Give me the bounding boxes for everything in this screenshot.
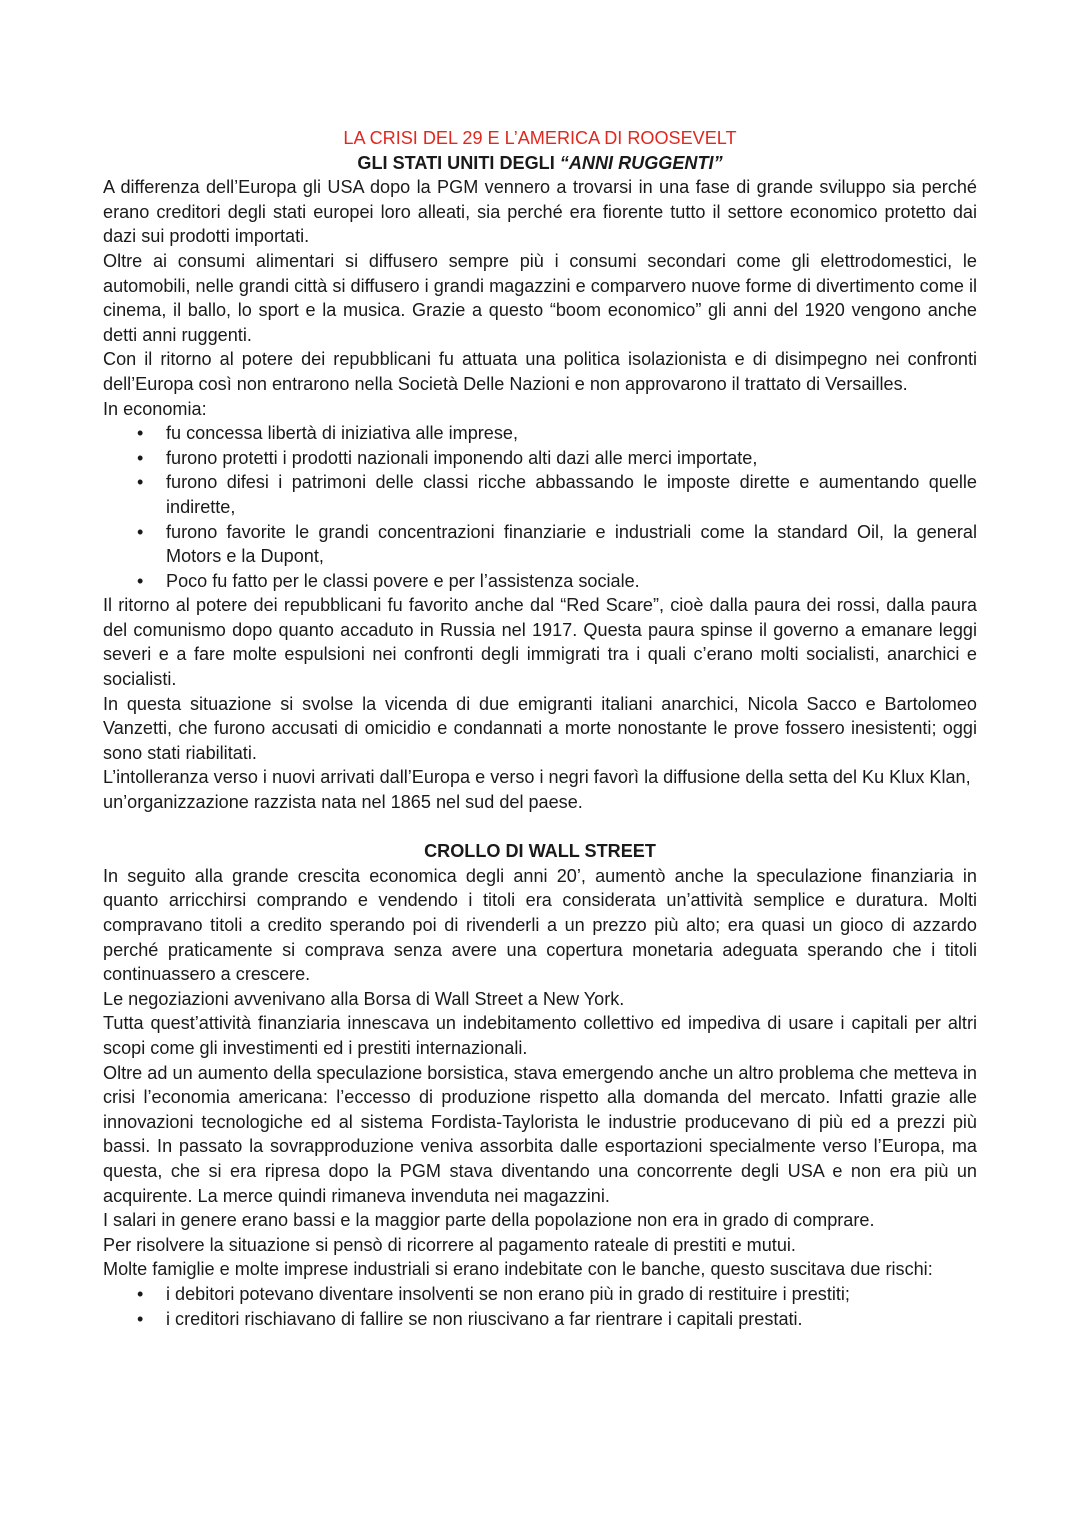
list-item (103, 421, 977, 446)
list-item (103, 569, 977, 594)
paragraph: In questa situazione si svolse la vicenda di due emigranti italiani anarchici, Nicola Sacco e Bartolomeo Vanzetti, che furono accusati di omicidio e condannati a morte nonostante le prove fossero inesistenti; oggi sono stati riabilitati. (103, 693, 977, 763)
paragraph: A differenza dell’Europa gli USA dopo la PGM vennero a trovarsi in una fase di grande sviluppo sia perché erano creditori degli stati europei loro alleati, sia perché era fiorente tutto il settore economico protetto dai dazi sui prodotti importati. (103, 177, 977, 247)
paragraph: In seguito alla grande crescita economica degli anni 20’, aumentò anche la speculazione finanziaria in quanto arricchirsi comprando e vendendo i titoli era considerata un’attività semplice e duratura. Molti compravano titoli a credito sperando poi di rivenderli a un prezzo più alto; era quasi un gioco di azzardo perché praticamente si comprava senza avere una copertura monetaria adeguata sperando che i titoli continuassero a crescere. (103, 865, 977, 985)
section-heading-anni-ruggenti (103, 151, 977, 176)
bullet-icon: • (137, 1308, 144, 1329)
list-item (103, 446, 977, 471)
paragraph: Oltre ad un aumento della speculazione borsistica, stava emergendo anche un altro problema che metteva in crisi l’economia americana: l’eccesso di produzione rispetto alla domanda del mercato. Infatti grazie alle innovazioni tecnologiche ed al sistema Fordista-Taylorista le industrie producevano di più ed a prezzi più bassi. In passato la sovrapproduzione veniva assorbita dalle esportazioni specialmente verso l’Europa, ma questa, che si era ripresa dopo la PGM stava diventando una concorrente degli USA e non era più un acquirente. La merce quindi rimaneva invenduta nei magazzini. (103, 1062, 977, 1206)
list-item (103, 1282, 977, 1307)
bullet-list-economia (103, 421, 977, 593)
paragraph: Tutta quest’attività finanziaria innescava un indebitamento collettivo ed impediva di usare i capitali per altri scopi come gli investimenti ed i prestiti internazionali. (103, 1013, 977, 1058)
list-item-text: furono protetti i prodotti nazionali imponendo alti dazi alle merci importate, (166, 447, 758, 468)
paragraph: Con il ritorno al potere dei repubblicani fu attuata una politica isolazionista e di disimpegno nei confronti dell’Europa così non entrarono nella Società Delle Nazioni e non approvarono il trattato di Versailles. (103, 349, 977, 394)
bullet-icon: • (137, 447, 144, 468)
paragraph: Il ritorno al potere dei repubblicani fu favorito anche dal “Red Scare”, cioè dalla paura dei rossi, dalla paura del comunismo dopo quanto accaduto in Russia nel 1917. Questa paura spinse il governo a emanare leggi severi e a fare molte espulsioni nei confronti degli immigrati tra i quali c’erano molti socialisti, anarchici e socialisti. (103, 595, 977, 690)
list-item-text: i creditori rischiavano di fallire se non riuscivano a far rientrare i capitali prestati. (166, 1308, 803, 1329)
paragraph: Le negoziazioni avvenivano alla Borsa di Wall Street a New York. (103, 988, 625, 1009)
paragraph: L’intolleranza verso i nuovi arrivati dall’Europa e verso i negri favorì la diffusione della setta del Ku Klux Klan, un’organizzazione razzista nata nel 1865 nel sud del paese. (103, 767, 971, 813)
list-item (103, 470, 977, 519)
bullet-icon: • (137, 1283, 144, 1304)
paragraph: I salari in genere erano bassi e la maggior parte della popolazione non era in grado di comprare. (103, 1210, 875, 1231)
list-item-text: furono difesi i patrimoni delle classi ricche abbassando le imposte dirette e aumentando quelle indirette, (166, 472, 977, 517)
paragraph: In economia: (103, 398, 207, 419)
section-heading-plain: GLI STATI UNITI DEGLI (357, 152, 560, 173)
list-item-text: Poco fu fatto per le classi povere e per l’assistenza sociale. (166, 570, 640, 591)
list-item-text: i debitori potevano diventare insolventi se non erano più in grado di restituire i prestiti; (166, 1283, 850, 1304)
bullet-icon: • (137, 570, 144, 591)
bullet-icon: • (137, 521, 144, 542)
list-item (103, 1307, 977, 1332)
list-item (103, 520, 977, 569)
document-title: LA CRISI DEL 29 E L’AMERICA DI ROOSEVELT (343, 128, 737, 148)
paragraph: Oltre ai consumi alimentari si diffusero sempre più i consumi secondari come gli elettrodomestici, le automobili, nelle grandi città si diffusero i grandi magazzini e comparvero nuove forme di divertimento come il cinema, il ballo, lo sport e la musica. Grazie a questo “boom economico” gli anni del 1920 vengono anche detti anni ruggenti. (103, 250, 977, 345)
bullet-icon: • (137, 423, 144, 444)
bullet-icon: • (137, 472, 144, 493)
list-item-text: furono favorite le grandi concentrazioni finanziarie e industriali come la standard Oil, la general Motors e la Dupont, (166, 521, 977, 567)
paragraph: Per risolvere la situazione si pensò di ricorrere al pagamento rateale di prestiti e mutui. (103, 1234, 796, 1255)
paragraph: Molte famiglie e molte imprese industriali si erano indebitate con le banche, questo suscitava due rischi: (103, 1259, 933, 1280)
section-heading-italic: “ANNI RUGGENTI” (559, 152, 723, 173)
section-heading-wall-street: CROLLO DI WALL STREET (424, 841, 656, 862)
bullet-list-rischi (103, 1282, 977, 1331)
list-item-text: fu concessa libertà di iniziativa alle imprese, (166, 423, 518, 444)
